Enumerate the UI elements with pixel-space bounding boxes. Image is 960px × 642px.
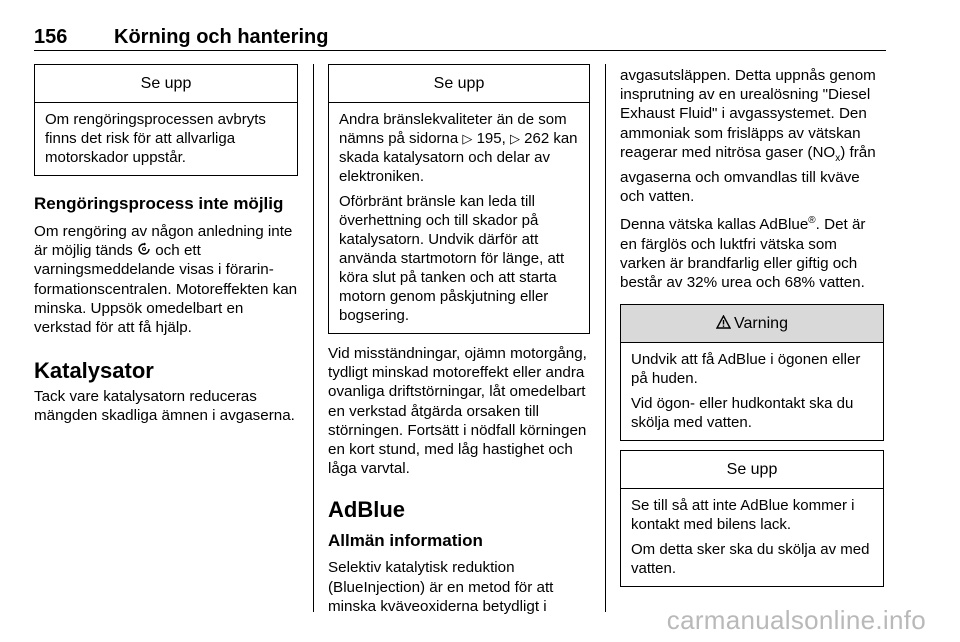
caution-box-paint (620, 450, 884, 587)
catalyst-paragraph: Tack vare katalysatorn reduceras mängden skadliga ämnen i avgaserna. (34, 388, 295, 425)
page-ref-195[interactable]: 195, (476, 130, 506, 147)
caution-paint-text-1: Se till så att inte AdBlue kommer i kontakt med bilens lack. (631, 497, 855, 534)
misfire-paragraph: Vid misständningar, ojämn motorgång, tydligt minskad motoreffekt eller andra ovanliga driftstörningar, låt omedelbart en verkstad åtgärda orsaken till störningen. Fortsätt i nödfall körningen en kort stund, med låg hastighet och låga varvtal. (328, 345, 587, 478)
column-1 (34, 64, 298, 426)
nox-subscript: x (835, 152, 841, 164)
caution-text: Om rengöringsprocessen avbryts finns det risk för att allvarliga motorskador uppstår. (45, 111, 266, 166)
regen-text-a: Om rengöring av någon anledning inte är möjlig tänds (34, 223, 293, 260)
caution-box-engine-damage (34, 64, 298, 176)
scr-paragraph: Selektiv katalytisk reduktion (BlueInjection) är en metod för att minska kväveoxiderna betydligt i (328, 559, 554, 615)
column-divider-1 (313, 64, 314, 612)
page-ref-arrow-icon: ▷ (462, 131, 473, 146)
page-header (34, 22, 886, 52)
scr-cont-b: ) från avgaserna och omvandlas till kväve och vatten. (620, 143, 876, 206)
exhaust-filter-icon (137, 242, 151, 256)
caution-title: Se upp (329, 65, 589, 103)
fuel-text-a: Andra bränslekvaliteter än de som nämns på sidorna (339, 111, 567, 147)
scr-cont-a: avgasutsläppen. Detta uppnås genom insprutning av en urealösning "Diesel Exhaust Fluid" i avgassystemet. Den ammoniak som frisläpps av vätskan reagerar med nitrösa gaser (NO (620, 67, 876, 161)
column-3 (620, 66, 884, 587)
column-divider-2 (605, 64, 606, 612)
column-2 (328, 64, 590, 616)
regen-heading: Rengöringsprocess inte möjlig (34, 194, 284, 213)
page-ref-262[interactable]: 262 (524, 130, 550, 147)
scr-continued-paragraph (620, 66, 884, 206)
caution-body (35, 103, 297, 175)
header-rule (34, 50, 886, 51)
watermark: carmanualsonline.info (666, 605, 926, 635)
warning-body (621, 343, 883, 440)
caution-unburnt-text: Oförbränt bränsle kan leda till överhettning och till skador på katalysatorn. Undvik därför att använda startmotorn för länge, att köra slut på tanken och att starta motorn genom påskjutning eller bogsering. (339, 193, 565, 324)
warning-text-1: Undvik att få AdBlue i ögonen eller på huden. (631, 351, 861, 388)
section-title: Körning och hantering (114, 26, 329, 48)
adblue-paragraph (620, 211, 884, 292)
warning-title: Varning (734, 315, 788, 333)
caution-fuel-text (339, 110, 579, 186)
registered-mark: ® (808, 215, 816, 227)
catalyst-heading: Katalysator (34, 358, 154, 384)
regen-text-b: och ett varningsmeddelande visas i förarinformationscentralen. Motoreffekten kan minska. Uppsök omedelbart en verkstad för att få hjälp. (34, 242, 298, 337)
caution-body (329, 103, 589, 333)
warning-text-2: Vid ögon- eller hudkontakt ska du skölja med vatten. (631, 395, 854, 432)
caution-box-fuel (328, 64, 590, 334)
warning-box-adblue (620, 304, 884, 441)
page-number: 156 (34, 26, 68, 48)
regen-paragraph (34, 222, 298, 337)
caution-body (621, 489, 883, 586)
fuel-text-b: kan skada katalysatorn och delar av elektroniken. (339, 130, 578, 185)
caution-title: Se upp (35, 65, 297, 103)
caution-paint-text-2: Om detta sker ska du skölja av med vatten. (631, 541, 870, 578)
adblue-text-b: . Det är en färglös och luktfri vätska som varken är brandfarlig eller giftig och består av 32% urea och 68% vatten. (620, 216, 866, 292)
caution-title: Se upp (621, 451, 883, 489)
adblue-text-a: Denna vätska kallas AdBlue (620, 216, 809, 234)
adblue-heading: AdBlue (328, 497, 405, 523)
page-ref-arrow-icon: ▷ (509, 131, 520, 146)
warning-triangle-icon (716, 315, 731, 333)
warning-title-bar (621, 305, 883, 343)
general-info-heading: Allmän information (328, 531, 483, 551)
